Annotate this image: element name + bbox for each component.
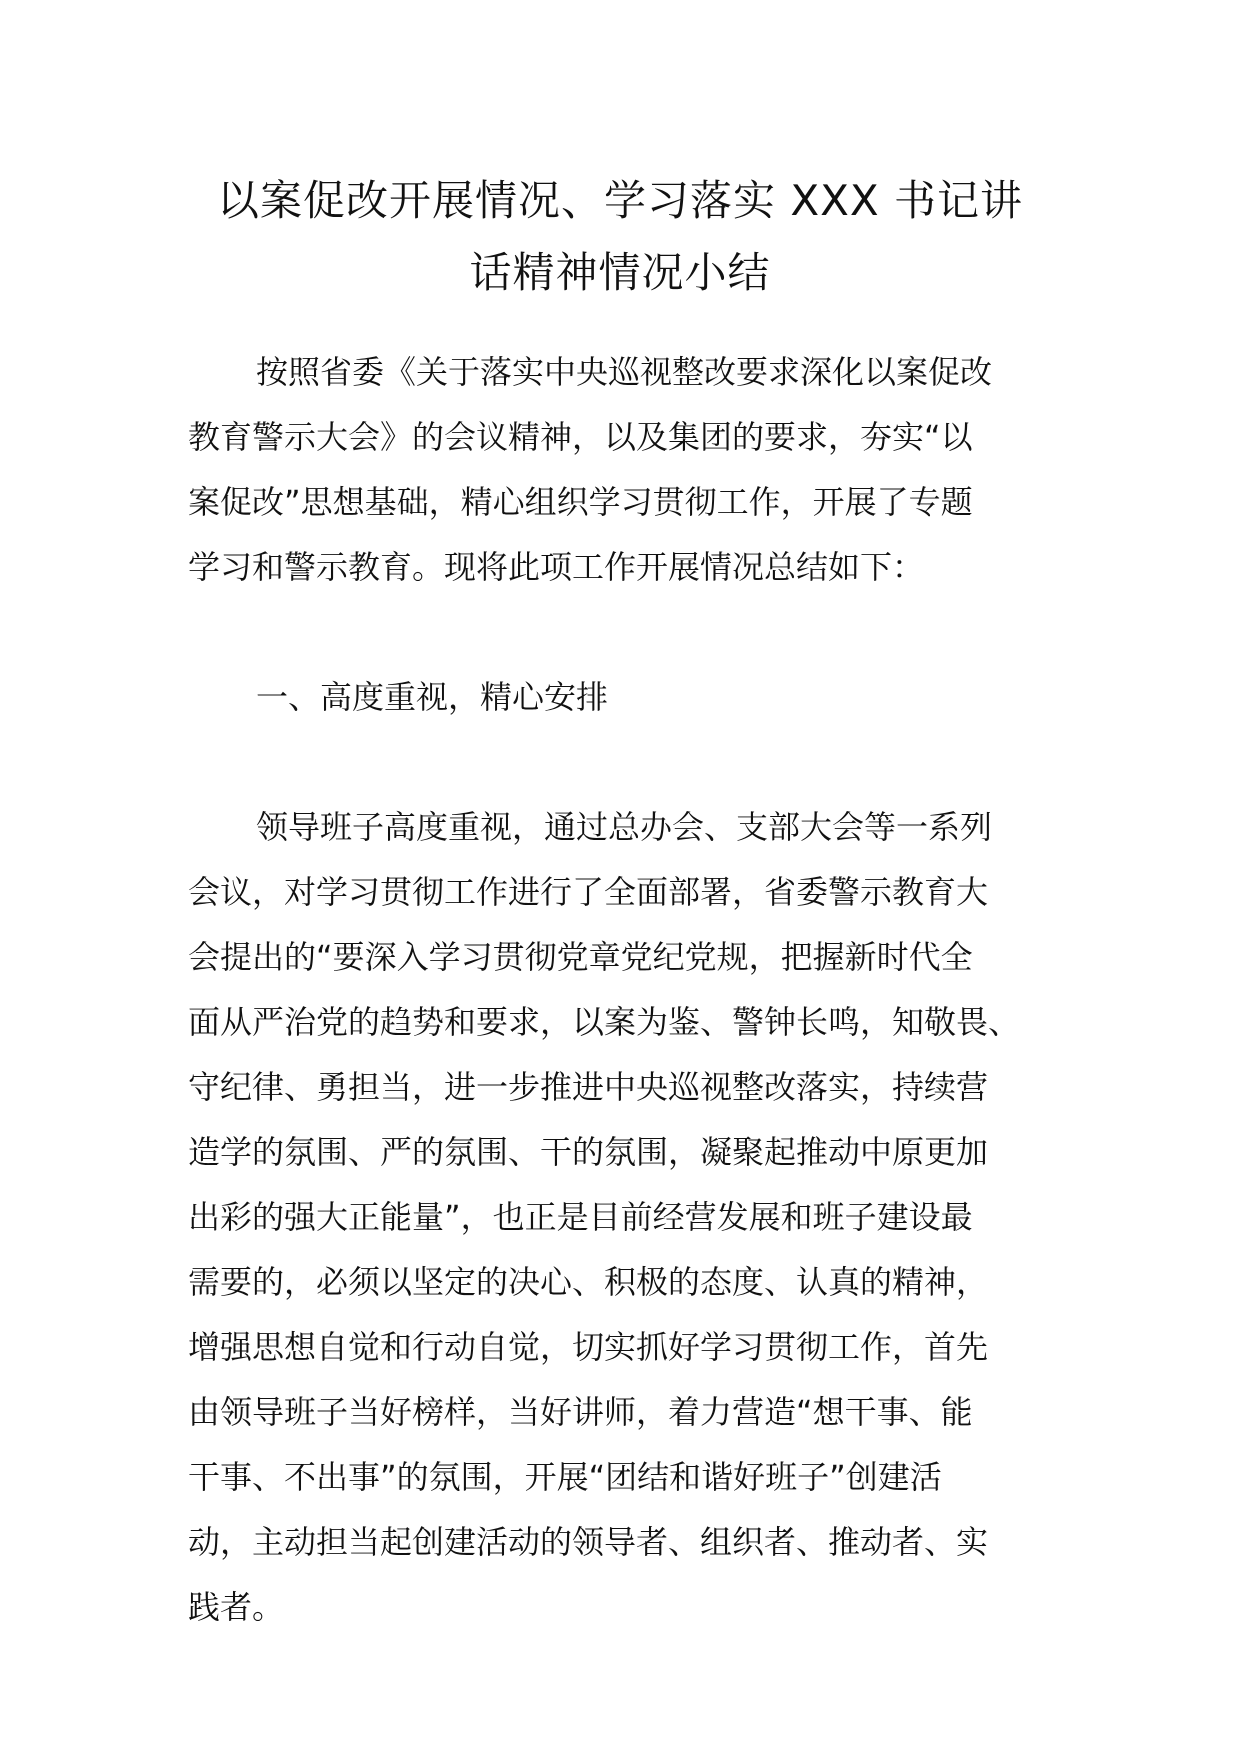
title-line: 以案促改开展情况、学习落实 XXX 书记讲: [216, 176, 1024, 225]
document-body: [188, 340, 1048, 1640]
section-paragraph-line: 出彩的强大正能量”，也正是目前经营发展和班子建设最: [188, 1198, 973, 1236]
section-paragraph-line: 造学的氛围、严的氛围、干的氛围，凝聚起推动中原更加: [188, 1133, 989, 1171]
intro-paragraph-line: 教育警示大会》的会议精神，以及集团的要求，夯实“以: [188, 418, 973, 456]
section-paragraph-line: 守纪律、勇担当，进一步推进中央巡视整改落实，持续营: [188, 1068, 989, 1106]
section-paragraph-line: 会议，对学习贯彻工作进行了全面部署，省委警示教育大: [188, 873, 989, 911]
spacer: [188, 600, 1048, 665]
intro-paragraph-line: 按照省委《关于落实中央巡视整改要求深化以案促改: [256, 353, 993, 391]
intro-paragraph-line: 案促改”思想基础，精心组织学习贯彻工作，开展了专题: [188, 483, 973, 521]
section-paragraph-line: 由领导班子当好榜样，当好讲师，着力营造“想干事、能: [188, 1393, 973, 1431]
section-paragraph-line: 增强思想自觉和行动自觉，切实抓好学习贯彻工作，首先: [188, 1328, 989, 1366]
document-title: [180, 165, 1060, 309]
section-paragraph-line: 领导班子高度重视，通过总办会、支部大会等一系列: [256, 808, 993, 846]
section-paragraph-line: 动，主动担当起创建活动的领导者、组织者、推动者、实: [188, 1523, 989, 1561]
intro-paragraph-line: 学习和警示教育。现将此项工作开展情况总结如下：: [188, 548, 925, 586]
section-paragraph-line: 践者。: [188, 1588, 285, 1626]
spacer: [188, 730, 1048, 795]
section-paragraph-line: 会提出的“要深入学习贯彻党章党纪党规，把握新时代全: [188, 938, 973, 976]
section-heading: 一、高度重视，精心安排: [256, 678, 609, 716]
section-paragraph-line: 干事、不出事”的氛围，开展“团结和谐好班子”创建活: [188, 1458, 942, 1496]
title-line: 话精神情况小结: [469, 248, 771, 297]
section-paragraph-line: 面从严治党的趋势和要求，以案为鉴、警钟长鸣，知敬畏、: [188, 1003, 1021, 1041]
section-paragraph-line: 需要的，必须以坚定的决心、积极的态度、认真的精神，: [188, 1263, 989, 1301]
